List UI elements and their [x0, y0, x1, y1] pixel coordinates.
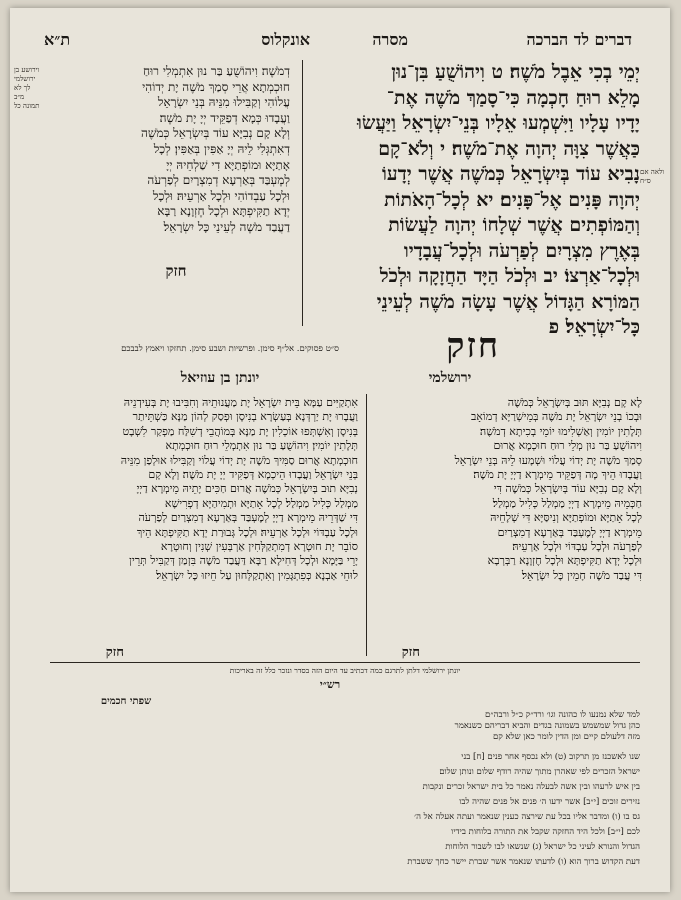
column-divider: [302, 60, 303, 326]
onkelos-column: [62, 64, 290, 254]
siftei-column: [50, 710, 640, 746]
yerushalmi-text-line: סְמַךְ מֹשֶׁה יָת יְדוֹי עֲלוֹי וּשְׁמָעוּ לֵיהּ בְּנֵי יִשְׂרָאֵל: [454, 453, 642, 467]
yonatan-title: יונתן בן עוזיאל: [180, 370, 260, 386]
rashi-text-line: לכם ‏[י״ב] ולכל היד החזקה שקבל את התורה בלוחות בידיו: [451, 827, 640, 837]
torah-text-line: הַמּוֹרָא הַגָּדוֹל אֲשֶׁר עָשָׂה מֹשֶׁה לְעֵינֵי: [376, 290, 640, 313]
onkelos-text-line: דַעֲבַד מֹשֶׁה לְעֵינֵי כָּל יִשְׂרָאֵל׃: [163, 219, 290, 234]
onkelos-text-line: עֲלוֹהִי וְקַבִּילוּ מִנֵּיהּ בְּנֵי יִשְׂרָאֵל: [157, 95, 290, 110]
margin-left-line: מ״ב: [14, 93, 25, 101]
yonatan-text-line: לוּחֵי אַבְנָא כְּפִתְגָּמִין וְאִתְקַלְּחוּן עַל חֵיזוּ כָּל יִשְׂרָאֵל׃: [156, 568, 358, 582]
yonatan-text-line: מַמְלַל כְּלִיל מַמְלַל׃ לְכָל אָתַיָּא וּתְמִיהַיָּא דְפְרִישָׁא: [164, 496, 358, 510]
yonatan-text-line: אִתְקַיִּים עַמָּא בֵּית יִשְׂרָאֵל יָת מַעֲנוּתֵיהּ וְחִבִּיבוּ יָת בְּעִידְנֵיהּ: [123, 396, 358, 409]
rashi-column: [50, 750, 640, 870]
yonatan-text-line: יָרֵי בַּיָּמָא וּלְכָל דְּחִילָא רַבָּא דַּעֲבַד מֹשֶׁה בִּזְמַן דְּקַבִּיל תְּרֵין: [129, 554, 358, 568]
margin-right-line: ס״ח: [640, 177, 651, 185]
torah-text-line: יְמֵי בְכִי אֵבֶל מֹשֶׁה׃ ט וִיהוֹשֻׁעַ בִּן־נוּן: [391, 61, 640, 83]
book-page: [10, 8, 670, 892]
yerushalmi-text-line: וִיהוֹשֻׁעַ בַּר נוּן מְלֵי רוּחַ חוּכְמָא אֲרוּם: [493, 439, 642, 453]
yerushalmi-title: ירושלמי: [428, 370, 472, 386]
margin-left-line: לך לא: [14, 84, 31, 92]
rashi-text-line: שנו לאשכנז מן תרקוב ‏(ט) ולא נכסף אחר פנים ‏[ח] בני: [461, 752, 640, 762]
yonatan-text-line: נְבִיָּא תוּב בְּיִשְׂרָאֵל כְּמֹשֶׁה אֲרוּם חַכִּים יָתֵיהּ מֵימְרָא דַיְיָ: [136, 482, 358, 496]
chazak-right: חזק: [401, 645, 420, 660]
torah-text-line: בְּאֶרֶץ מִצְרָיִם לְפַרְעֹה וּלְכָל־עֲבָדָיו: [403, 239, 640, 262]
yonatan-text-line: בְּנִיסָן וְאִשְׁתְּפוּ אוֹכְלִין יָת מַנָּא בְּמוֹהֲבֵי דְשִׁלַּח מַפְקַר לִשְׁבָט: [122, 424, 358, 438]
yonatan-text-line: וּלְכָל עַבְדּוֹי וּלְכָל אַרְעֵיהּ׃ וּלְכָל גְּבוּרַת יְדָא תַקִּיפְתָּא הֵיךְ: [136, 525, 358, 539]
rashi-text-line: דעת הקדוש ברוך הוא ‏(ו) לדעתו שנאמר אשר שברת יישר כחך ששברת: [407, 857, 640, 867]
torah-text-line: כַּאֲשֶׁר צִוָּה יְהוָה אֶת־מֹשֶׁה׃ י וְלֹא־קָם: [378, 137, 640, 160]
right-margin-notes: [640, 168, 666, 186]
column-divider-lower: [366, 394, 367, 656]
yonatan-text-line: תְּלָתִין יוֹמִין׃ וִיהוֹשֻׁעַ בַּר נוּן אִתְמְלֵי רוּחַ חוּכְמְתָא: [165, 439, 358, 453]
lower-rule: [50, 662, 640, 663]
siftei-title: שפתי חכמים: [100, 696, 152, 707]
yonatan-text-line: סוֹבֵר יָת חוּטְרָא דְמִתְקַלְּחִין אַרְבְּעִין שְׁנִין וְחוּטְרָא: [160, 540, 358, 554]
yerushalmi-text-line: וְלָא קָם נְבִיָּא עוֹד בְּיִשְׂרָאֵל כְּמֹשֶׁה דִּי: [493, 482, 642, 496]
page-header: [44, 30, 640, 56]
torah-text-line: נָבִיא עוֹד בְּיִשְׂרָאֵל כְּמֹשֶׁה אֲשֶׁר יְדָעוֹ: [381, 163, 640, 185]
yerushalmi-text-line: לְכָל אָתַיָּא וּמוֹפְתַיָּא וְנִיסַּיָּא דִּי שְׁלָחֵיהּ: [490, 511, 642, 525]
onkelos-text-line: דְמֹשֶׁה׃ וִיהוֹשֻׁעַ בַּר נוּן אִתְמְלִי רוּחַ: [143, 64, 290, 78]
yerushalmi-text-line: וּבְכוֹ בְנֵי יִשְׂרָאֵל יָת מֹשֶׁה בְּמֵישְׁרַיָּא דְמוֹאָב: [470, 410, 642, 424]
yerushalmi-text-line: חַכְּמֵיהּ מֵימְרָא דַיְיָ מַמְלַל כְּלִיל מַמְלַל׃: [492, 496, 642, 510]
rashi-text-line: נזירים זוכים ‏[י״ב] אשר ידעו ה׳ פנים אל פנים שהיה לבו: [459, 797, 640, 807]
torah-text-line: יְהוָה פָּנִים אֶל־פָּנִים׃ יא לְכָל־הָאֹתוֹת: [384, 188, 640, 211]
rashi-text-line: ישראל ‏‏הזכרים לפי שאהרן מתוך שהיה רודף שלום ונותן שלום: [439, 767, 640, 777]
rashi-text-line: בין איש לרעהו ובין אשה לבעלה נאמר כל בית ישראל זכרים ונקבות: [422, 782, 640, 792]
yerushalmi-column: [374, 396, 642, 658]
rashi-text-line: גס בו ‏(ו) ומדבר אליו בכל עת שירצה כענין שנאמר ועתה אעלה אל ה׳: [414, 812, 640, 822]
onkelos-heading: אונקלוס: [261, 30, 310, 49]
siftei-text-line: למד שלא נמנעו לו כהונה וגו׳ ורד״ק כ״ל ורבה״ם: [485, 710, 640, 720]
page-number: ת״א: [44, 30, 71, 49]
yerushalmi-text-line: לְפַרְעֹה וּלְכָל עַבְדּוֹי וּלְכָל אַרְעֵיהּ׃: [512, 540, 642, 554]
masorah-heading: מסרה: [372, 30, 408, 49]
onkelos-text-line: לְמֶעְבַּד בְּאַרְעָא דְמִצְרָיִם לְפַרְעֹה: [147, 173, 290, 188]
yonatan-column: [58, 396, 358, 646]
margin-right-line: ולאה אם: [640, 168, 665, 176]
torah-text-line: מָלֵא רוּחַ חָכְמָה כִּי־סָמַךְ מֹשֶׁה אֶת־: [386, 86, 640, 109]
left-margin-notes: [14, 66, 48, 111]
torah-text-line: וְהַמּוֹפְתִים אֲשֶׁר שְׁלָחוֹ יְהוָה לַעֲשׂוֹת: [388, 214, 640, 236]
yonatan-text-line: בְּנֵי יִשְׂרָאֵל וַעֲבָדוּ הֵיכְמָא דְּפַקִּיד יְיָ יָת מֹשֶׁה׃ וְלָא קָם: [148, 468, 358, 482]
yonatan-text-line: חוּכְמְתָא אֲרוּם סַמִּיךְ מֹשֶׁה יָת יְדוֹי עֲלוֹי וְקַבִּילוּ אוּלְפַן מִנֵּיהּ: [120, 453, 358, 467]
parsha-heading: דברים לד הברכה: [526, 30, 632, 49]
chazak-big: חזק: [446, 326, 500, 366]
closing-note: ס״ט פסוקים. אל״ף סימן. ופרשיות ושבע סימן. תחזקו ויאמץ לבבכם: [121, 344, 339, 354]
rashi-intro: יונתן ירושלמי דלתן לתרגם כמה דכתיב עד היום הזה בסדר ונזכר כלל זה באריכות: [229, 666, 461, 675]
onkelos-text-line: וַעֲבָדוּ כְּמָא דְפַקֵּיד יְיָ יָת מֹשֶׁה׃: [159, 110, 290, 125]
onkelos-text-line: וּלְכָל עַבְדוֹהִי וּלְכָל אַרְעֵיהּ׃ וּלְכָל: [152, 188, 290, 203]
yerushalmi-text-line: וַעֲבָדוּ הֵיךְ מָה דְּפַקֵּיד מֵימְרָא דַיְיָ יָת מֹשֶׁה׃: [473, 468, 642, 482]
torah-text-line: יָדָיו עָלָיו וַיִּשְׁמְעוּ אֵלָיו בְּנֵי־יִשְׂרָאֵל וַיַּעֲשׂוּ: [357, 112, 640, 134]
torah-text-column: [300, 60, 640, 345]
yerushalmi-text-line: לָא קָם נְבִיָּא תּוּב בְּיִשְׂרָאֵל כְּמֹשֶׁה: [507, 396, 642, 409]
yerushalmi-text-line: תְּלָתִין יוֹמִין וְאַשְׁלִימוּ יוֹמֵי בְכִיתָא דְמֹשֶׁה׃: [479, 424, 642, 438]
chazak-left: חזק: [105, 645, 124, 660]
onkelos-text-line: יְדָא תַקִּיפְתָּא וּלְכָל חֶזְוָנָא רַבָּא: [157, 204, 290, 219]
onkelos-text-line: וְלָא קָם נְבִיָּא עוֹד בְּיִשְׂרָאֵל כְּמֹשֶׁה: [140, 126, 290, 141]
chazak-small: חזק: [165, 262, 187, 280]
margin-left-line: וירושע בן: [14, 66, 40, 74]
onkelos-text-line: חוּכְמְתָא אֲרֵי סְמַךְ מֹשֶׁה יָת יְדוֹהִי: [142, 79, 290, 94]
torah-text-line: כָּל־יִשְׂרָאֵל׃ פ: [548, 316, 640, 338]
siftei-text-line: מזה דלעולם קיים ומן הדין לומר כאן שלא קם: [492, 732, 640, 742]
margin-left-line: תמונה כל: [14, 102, 40, 110]
torah-text-line: וּלְכָל־אַרְצוֹ׃ יב וּלְכֹל הַיָּד הַחֲזָקָה וּלְכֹל: [379, 265, 640, 287]
siftei-text-line: כהן גדול שמשמש בשמונה בגדים והביא דבריהם כשנאמר: [454, 721, 640, 731]
yonatan-text-line: וַעֲבָרוּ יָת יַרְדְּנָא בְּעַשְׂרָא בְנִיסָן וּפְסַק לְהוֹן מַנָּא כַּשְׁתֵּיתַר: [132, 410, 358, 424]
rashi-text-line: הגדול והנורא לעיני כל ישראל ‏(ג) שנשאו לבו לשבור הלוחות: [445, 842, 640, 852]
onkelos-text-line: אָתַיָּא וּמוֹפְתַיָּא דִי שַׁלְחֵיהּ יְיָ: [166, 157, 290, 172]
yerushalmi-text-line: דִּי עֲבַד מֹשֶׁה חָמֵין כָּל יִשְׂרָאֵל׃: [521, 568, 642, 582]
rashi-title: רש״י: [319, 678, 341, 691]
yonatan-text-line: דִּי שַׁדְּרֵיהּ מֵימְרָא דַיְיָ לְמֶעְבַּד בְּאַרְעָא דְמִצְרַיִם לְפַרְעֹה: [138, 511, 358, 525]
yerushalmi-text-line: וּלְכָל יְדָא תַקִּיפְתָּא וּלְכָל חֶזְוָנָא רַבְּרְבָא: [487, 554, 642, 568]
margin-left-line: ירושלמי: [14, 75, 36, 83]
onkelos-text-line: דְאִתְגְּלִי לֵיהּ יְיָ אַפִּין בְּאַפִּין׃ לְכָל: [153, 141, 290, 156]
yerushalmi-text-line: מֵימְרָא דַיְיָ לְמֶעְבַּד בְּאַרְעָא דְמִצְרַיִם: [497, 525, 642, 539]
